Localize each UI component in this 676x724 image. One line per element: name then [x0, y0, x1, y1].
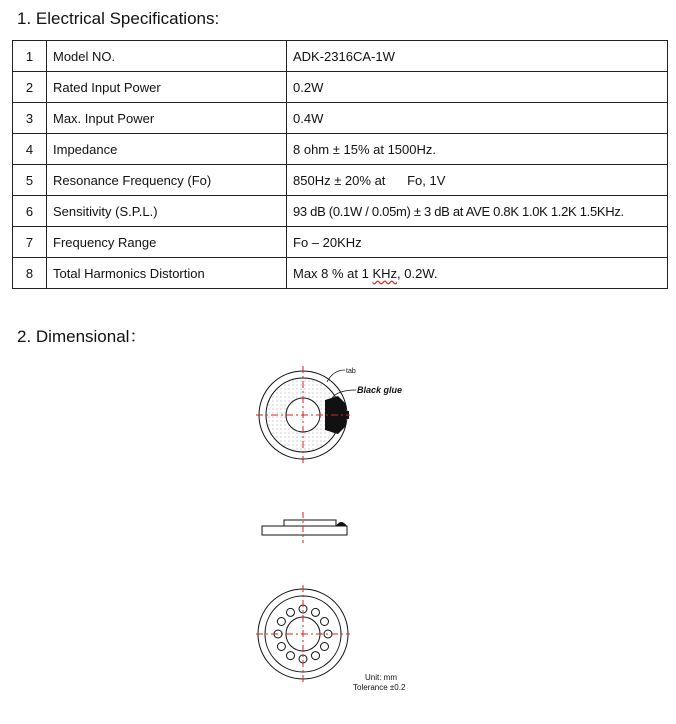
speaker-side-view — [262, 512, 347, 543]
spec-value: 0.4W — [287, 103, 668, 134]
spec-name: Model NO. — [47, 41, 287, 72]
row-number: 5 — [13, 165, 47, 196]
spec-value: 8 ohm ± 15% at 1500Hz. — [287, 134, 668, 165]
row-number: 4 — [13, 134, 47, 165]
section-title-dimensional: 2. Dimensional： — [17, 327, 147, 346]
spec-value-post: , 0.2W. — [397, 265, 438, 281]
tab-label: tab — [346, 368, 356, 375]
spec-name: Max. Input Power — [47, 103, 287, 134]
spec-name: Total Harmonics Distortion — [47, 258, 287, 289]
unit-label: Unit: mm — [365, 673, 397, 682]
spec-name: Frequency Range — [47, 227, 287, 258]
row-number: 3 — [13, 103, 47, 134]
section-title-electrical: 1. Electrical Specifications: — [17, 9, 220, 28]
spec-value: 850Hz ± 20% at Fo, 1V — [287, 165, 668, 196]
spec-value: ADK-2316CA-1W — [287, 41, 668, 72]
row-number: 2 — [13, 72, 47, 103]
speaker-top-view — [256, 366, 402, 464]
row-number: 8 — [13, 258, 47, 289]
spec-name: Sensitivity (S.P.L.) — [47, 196, 287, 227]
row-number: 1 — [13, 41, 47, 72]
row-number: 6 — [13, 196, 47, 227]
spec-name: Impedance — [47, 134, 287, 165]
spec-name: Resonance Frequency (Fo) — [47, 165, 287, 196]
speaker-bottom-view — [256, 585, 406, 692]
spec-value: 93 dB (0.1W / 0.05m) ± 3 dB at AVE 0.8K 1.0K 1.2K 1.5KHz. — [287, 196, 668, 227]
row-number: 7 — [13, 227, 47, 258]
spec-value: 0.2W — [287, 72, 668, 103]
spellcheck-marked-word: KHz — [372, 265, 398, 281]
black-glue-label: Black glue — [357, 385, 403, 395]
spec-name: Rated Input Power — [47, 72, 287, 103]
spec-value: Fo – 20KHz — [287, 227, 668, 258]
tolerance-label: Tolerance ±0.2 — [353, 683, 406, 692]
spec-value-pre: Max 8 % at 1 — [293, 265, 373, 281]
